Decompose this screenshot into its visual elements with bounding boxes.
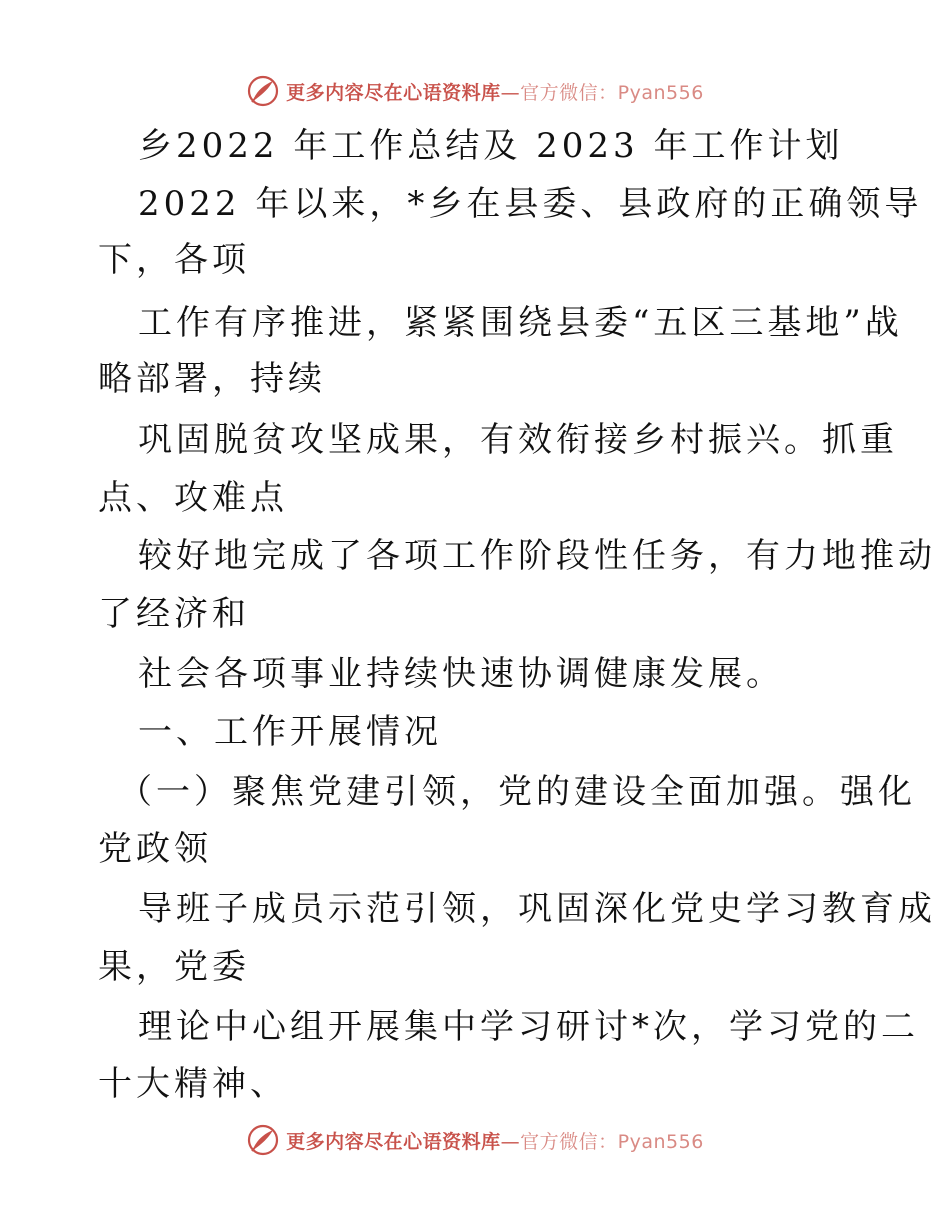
text-line: 较好地完成了各项工作阶段性任务，有力地推动 — [138, 536, 936, 576]
text-line: 了经济和 — [98, 594, 250, 634]
text-line: 巩固脱贫攻坚成果，有效衔接乡村振兴。抓重 — [138, 420, 898, 460]
watermark-dash: — — [500, 81, 521, 104]
text-line: 略部署，持续 — [98, 359, 326, 399]
watermark-banner-bottom — [0, 1120, 950, 1160]
watermark-tail-text: 官方微信：Pyan556 — [520, 1130, 704, 1153]
text-line: 下，各项 — [98, 240, 250, 280]
quill-pen-icon — [246, 1123, 280, 1157]
text-line: 点、攻难点 — [98, 478, 288, 518]
watermark-dash: — — [500, 1130, 521, 1153]
text-line: 导班子成员示范引领，巩固深化党史学习教育成 — [138, 889, 936, 929]
text-line: 社会各项事业持续快速协调健康发展。 — [138, 654, 784, 694]
text-line: 2022 年以来，*乡在县委、县政府的正确领导 — [138, 184, 923, 224]
section-heading: 一、工作开展情况 — [138, 712, 442, 752]
document-title: 乡2022 年工作总结及 2023 年工作计划 — [138, 126, 844, 166]
watermark-main-text: 更多内容尽在心语资料库 — [286, 1130, 501, 1153]
subsection-heading: （一）聚焦党建引领，党的建设全面加强。强化 — [118, 772, 916, 812]
watermark-text — [286, 1127, 704, 1154]
watermark-tail-text: 官方微信：Pyan556 — [520, 81, 704, 104]
text-line: 果，党委 — [98, 947, 250, 987]
text-line: 党政领 — [98, 829, 212, 869]
text-line: 理论中心组开展集中学习研讨*次，学习党的二 — [138, 1007, 919, 1047]
text-line: 十大精神、 — [98, 1064, 288, 1104]
text-line: 工作有序推进，紧紧围绕县委“五区三基地”战 — [138, 303, 903, 343]
watermark-main-text: 更多内容尽在心语资料库 — [286, 81, 501, 104]
